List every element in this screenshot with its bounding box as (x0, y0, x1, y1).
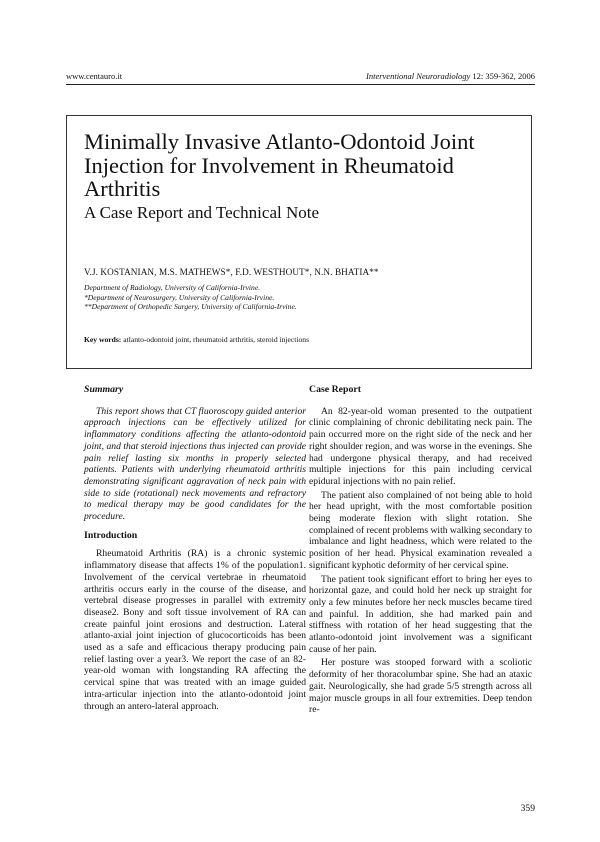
affiliations (84, 283, 297, 312)
case-report-heading: Case Report (309, 384, 361, 395)
journal-website: www.centauro.it (66, 71, 123, 81)
affiliation-3: **Department of Orthopedic Surgery, University of California-Irvine. (84, 302, 297, 312)
header-rule (66, 84, 535, 85)
journal-citation (366, 71, 535, 81)
citation-pages: 12: 359-362, 2006 (470, 71, 535, 81)
case-paragraph: An 82-year-old woman presented to the outpatient clinic complaining of chronic debilitating neck pain. The pain occurred more on the right side of the neck and her right shoulder region, and was worse in the evenings. She had undergone physical therapy, and had received multiple injections for this pain including cervical epidural injections with no pain relief. (309, 405, 532, 487)
introduction-heading: Introduction (84, 529, 138, 541)
keywords (84, 335, 309, 344)
introduction-text: Rheumatoid Arthritis (RA) is a chronic systemic inflammatory disease that affects 1% of the population1. Involvement of the cervical vertebrae in rheumatoid arthritis occurs early in the course of the disease, and vertebral disease progresses in parallel with extremity disease2. Bony and soft tissue involvement of RA can create painful joint erosions and destruction. Lateral atlanto-axial joint injection of glucocorticoids has been used as a safe and efficacious therapy producing pain relief lasting over a year3. We report the case of an 82-year-old woman with longstanding RA affecting the cervical spine that was treated with an image guided intra-articular injection into the atlanto-odontoid joint through an antero-lateral approach. (84, 548, 306, 712)
article-title: Minimally Invasive Atlanto-Odontoid Joint Injection for Involvement in Rheumatoid Arthritis (84, 129, 475, 201)
journal-name: Interventional Neuroradiology (366, 71, 471, 81)
left-column (84, 384, 306, 714)
right-column (309, 384, 532, 718)
affiliation-1: Department of Radiology, University of California-Irvine. (84, 283, 261, 292)
case-paragraph: The patient took significant effort to bring her eyes to horizontal gaze, and could hold her neck up straight for only a few minutes before her neck muscles became tired and painful. In addition, she had marked pain and stiffness with rotation of her head suggesting that the atlanto-odontoid joint involvement was a significant cause of her pain. (309, 573, 532, 655)
summary-text: This report shows that CT fluoroscopy guided anterior approach injections can be effectively utilized for inflammatory conditions affecting the atlanto-odontoid joint, and that steroid injections thus injected can provide pain relief lasting six months in properly selected patients. Patients with underlying rheumatoid arthritis demonstrating significant aggravation of neck pain with side to side (rotational) neck movements and refractory to medical therapy may be good candidates for the procedure. (84, 405, 306, 523)
summary-heading: Summary (84, 384, 124, 395)
page-number: 359 (520, 803, 535, 814)
keywords-text: atlanto-odontoid joint, rheumatoid arthritis, steroid injections (121, 335, 310, 344)
case-paragraph: The patient also complained of not being able to hold her head upright, with the most comfortable position being moderate flexion with slight rotation. She complained of recent problems with walking secondary to imbalance and light headness, which were related to the position of her head. Physical examination revealed a significant kyphotic deformity of her cervical spine. (309, 489, 532, 571)
article-subtitle: A Case Report and Technical Note (84, 203, 320, 222)
affiliation-2: *Department of Neurosurgery, University of California-Irvine. (84, 292, 275, 302)
authors: V.J. KOSTANIAN, M.S. MATHEWS*, F.D. WESTHOUT*, N.N. BHATIA** (84, 267, 379, 277)
keywords-label: Key words: (84, 335, 122, 344)
case-paragraph: Her posture was stooped forward with a scoliotic deformity of her thoracolumbar spine. She had an ataxic gait. Neurologically, she had grade 5/5 strength across all major muscle groups in all four extremities. Deep tendon re- (309, 657, 532, 716)
